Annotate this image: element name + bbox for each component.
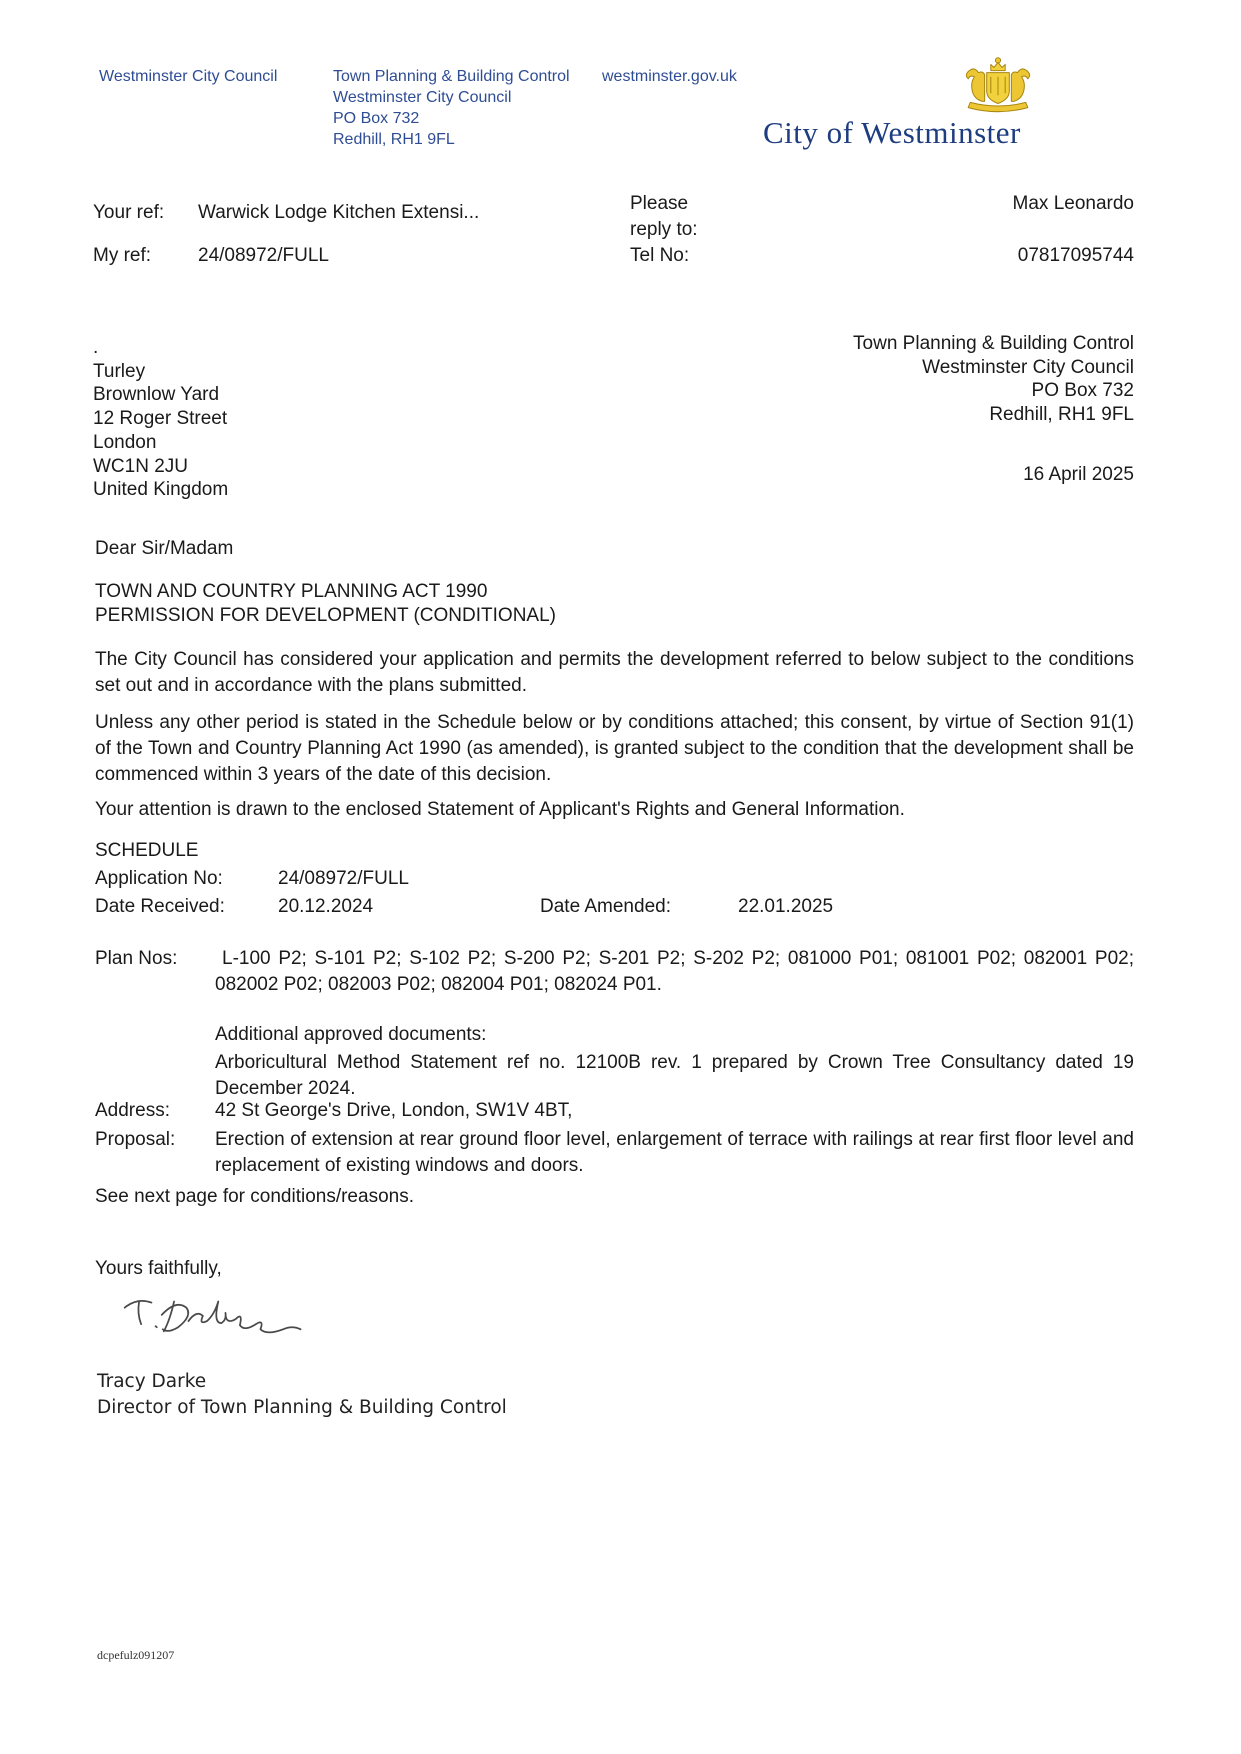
date-received-label: Date Received: [95,896,225,917]
tel-value: 07817095744 [1017,245,1134,266]
signatory-name: Tracy Darke [97,1371,207,1392]
recipient-line: Turley [93,360,146,382]
plan-nos-label: Plan Nos: [95,948,178,969]
your-ref-label: Your ref: [93,202,165,223]
your-ref-value: Warwick Lodge Kitchen Extensi... [198,202,480,223]
dept-address-line: PO Box 732 [333,110,420,127]
sender-line: Town Planning & Building Control [853,333,1134,354]
date-amended-label: Date Amended: [540,896,671,917]
additional-docs-text: Arboricultural Method Statement ref no. 12100B rev. 1 prepared by Crown Tree Consultancy dated 19 December 2024. [215,1052,1134,1099]
dept-address-line: Town Planning & Building Control [333,68,570,85]
letter-date: 16 April 2025 [1023,464,1134,485]
recipient-line: WC1N 2JU [93,455,189,477]
handwritten-signature [108,1283,308,1355]
application-no-value: 24/08972/FULL [278,868,409,889]
letterhead-logo-text: City of Westminster [763,115,1021,150]
next-page-note: See next page for conditions/reasons. [95,1186,414,1207]
date-received-value: 20.12.2024 [278,896,374,917]
proposal-value: Erection of extension at rear ground floor level, enlargement of terrace with railings at rear first floor level and replacement of existing windows and doors. [215,1129,1134,1176]
subject-line-act: TOWN AND COUNTRY PLANNING ACT 1990 [95,581,488,602]
recipient-line: 12 Roger Street [93,408,228,430]
address-label: Address: [95,1100,170,1121]
reply-to-label: Please reply to: [630,193,698,240]
body-paragraph-3: Your attention is drawn to the enclosed Statement of Applicant's Rights and General Information. [95,799,905,820]
sender-line: Westminster City Council [922,356,1134,378]
reply-to-value: Max Leonardo [1012,193,1134,214]
letterhead-dept-address [333,66,570,150]
letterhead-website: westminster.gov.uk [602,68,737,85]
recipient-line: London [93,431,157,453]
valediction: Yours faithfully, [95,1258,222,1279]
recipient-line: United Kingdom [93,479,229,501]
recipient-line: Brownlow Yard [93,384,220,406]
my-ref-label: My ref: [93,245,152,266]
salutation: Dear Sir/Madam [95,538,234,559]
letterhead-council-name: Westminster City Council [99,68,278,85]
date-amended-value: 22.01.2025 [738,896,834,917]
plan-nos-value: L-100 P2; S-101 P2; S-102 P2; S-200 P2; S-201 P2; S-202 P2; 081000 P01; 081001 P02; 082001 P02; 082002 P02; 082003 P02; 082004 P01; 082024 P01. [215,948,1134,995]
dept-address-line: Westminster City Council [333,89,512,106]
body-paragraph-2: Unless any other period is stated in the Schedule below or by conditions attached; this consent, by virtue of Section 91(1) of the Town and Country Planning Act 1990 (as amended), is granted subject to the condition that the development shall be commenced within 3 years of the date of this decision. [95,712,1134,785]
sender-line: PO Box 732 [1031,380,1134,402]
proposal-label: Proposal: [95,1129,176,1150]
subject-line-permission: PERMISSION FOR DEVELOPMENT (CONDITIONAL) [95,605,556,626]
additional-docs-heading: Additional approved documents: [215,1024,487,1045]
letter-subject-heading [95,580,556,628]
document-code: dcpefulz091207 [97,1648,175,1662]
my-ref-value: 24/08972/FULL [198,245,329,266]
signatory-title: Director of Town Planning & Building Control [97,1397,507,1418]
address-value: 42 St George's Drive, London, SW1V 4BT, [215,1100,573,1121]
application-no-label: Application No: [95,868,223,889]
schedule-title: SCHEDULE [95,840,199,861]
recipient-line: . [93,337,99,358]
recipient-address [93,336,228,502]
dept-address-line: Redhill, RH1 9FL [333,131,455,148]
westminster-crest-icon [960,56,1036,116]
sender-line: Redhill, RH1 9FL [989,404,1134,426]
body-paragraph-1: The City Council has considered your application and permits the development referred to below subject to the conditions set out and in accordance with the plans submitted. [95,649,1134,696]
sender-address [600,332,1134,427]
tel-label: Tel No: [630,245,690,266]
